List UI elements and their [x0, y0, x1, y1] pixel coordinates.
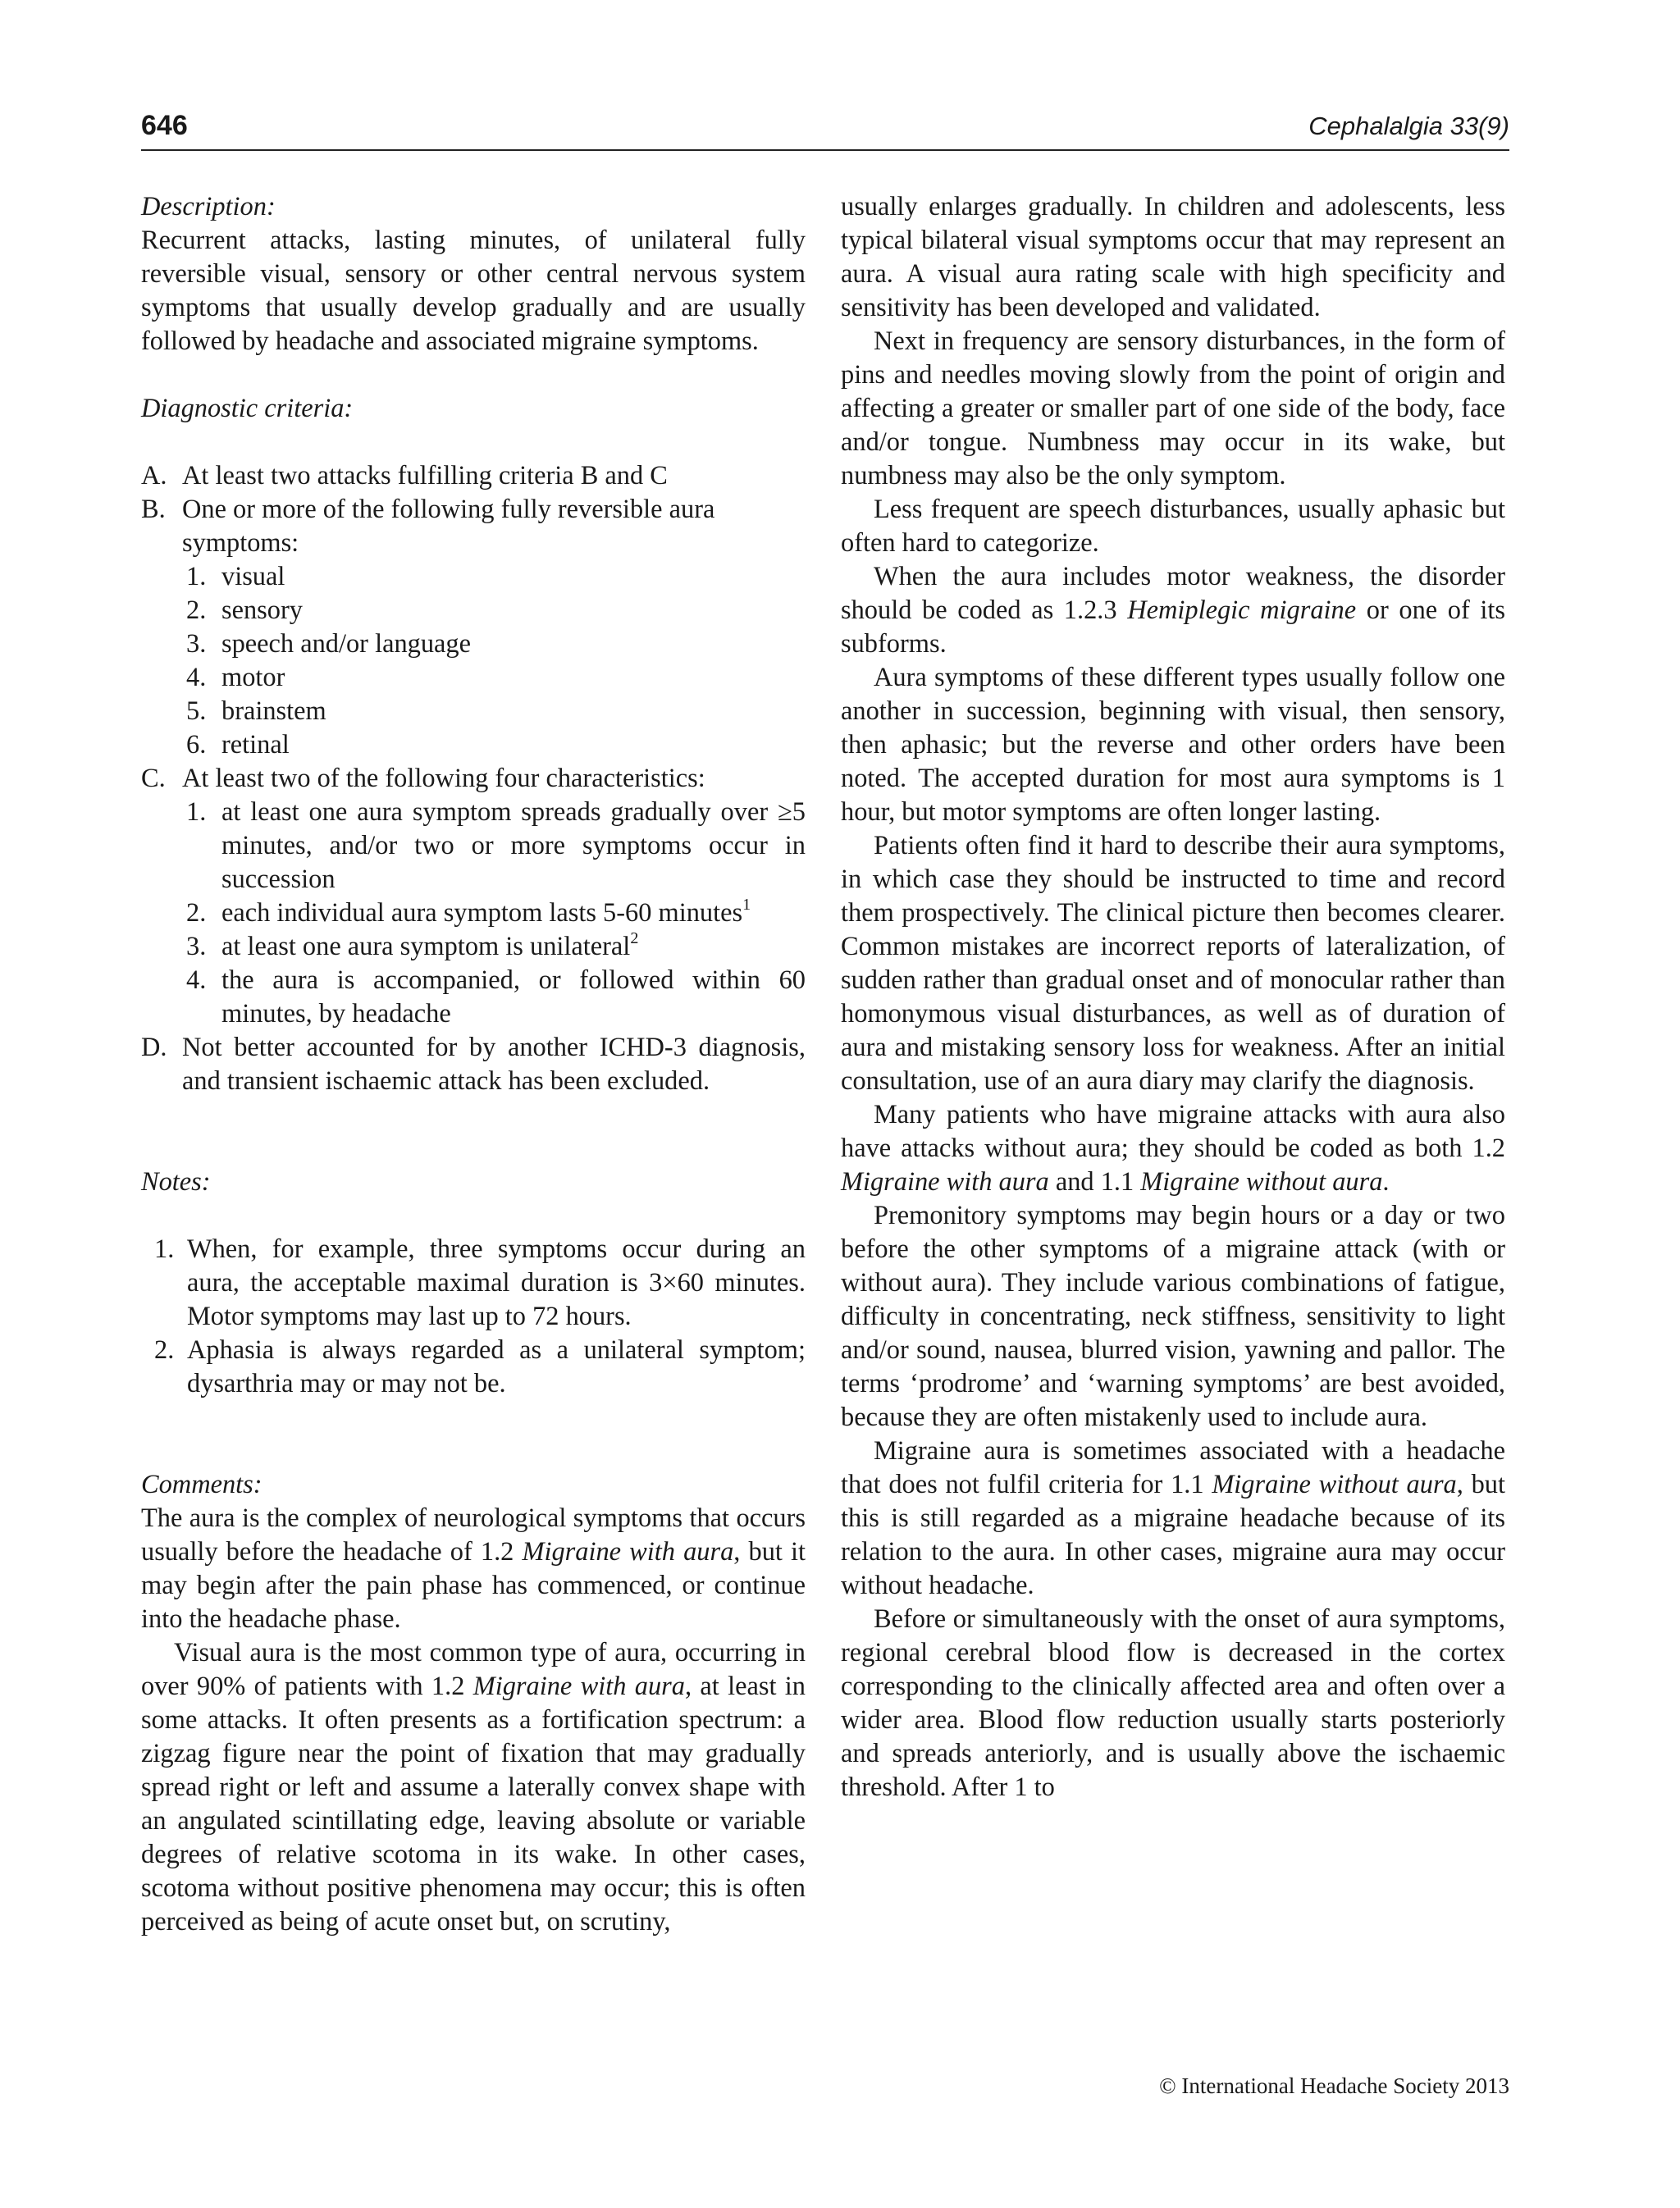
body-paragraph: Migraine aura is sometimes associated with a headache that does not fulfil criteria for 1.1 Migraine without aura, but this is still regarded as a migraine headache because of its relation to the aura. In other cases, migraine aura may occur without headache.: [841, 1436, 1505, 1600]
criterion-a: [141, 459, 806, 493]
list-item: [141, 728, 806, 762]
criterion-b-label: B.: [141, 495, 166, 524]
list-item-number: 1.: [186, 562, 207, 591]
footnote-marker: 1: [742, 895, 751, 914]
list-item-text: speech and/or language: [221, 629, 471, 659]
body-paragraph: Less frequent are speech disturbances, usually aphasic but often hard to categorize.: [841, 495, 1505, 558]
list-item-text: at least one aura symptom spreads gradually over ≥5 minutes, and/or two or more symptoms occur in succession: [221, 797, 806, 894]
list-item-text: each individual aura symptom lasts 5-60 minutes: [221, 898, 743, 928]
criterion-c-label: C.: [141, 764, 166, 793]
list-item-text: the aura is accompanied, or followed within 60 minutes, by headache: [221, 965, 806, 1029]
journal-title: Cephalalgia 33(9): [1308, 112, 1509, 140]
list-item: [141, 627, 806, 661]
list-item: [141, 964, 806, 1031]
criterion-c-text: At least two of the following four characteristics:: [182, 764, 705, 793]
description-text: Recurrent attacks, lasting minutes, of unilateral fully reversible visual, sensory or other central nervous system symptoms that usually develop gradually and are usually followed by headache and associated migraine symptoms.: [141, 226, 806, 356]
body-paragraph: When the aura includes motor weakness, the disorder should be coded as 1.2.3 Hemiplegic migraine or one of its subforms.: [841, 562, 1505, 659]
description-heading: Description:: [141, 192, 276, 221]
list-item-text: retinal: [221, 730, 290, 760]
list-item-number: 1.: [186, 797, 207, 827]
criterion-b-text: One or more of the following fully reversible aura symptoms:: [182, 495, 715, 558]
note-number: 1.: [154, 1234, 175, 1264]
note-item: [141, 1334, 806, 1401]
body-paragraph: usually enlarges gradually. In children and adolescents, less typical bilateral visual symptoms occur that may represent an aura. A visual aura rating scale with high specificity and sensitivity has been developed and validated.: [841, 192, 1505, 322]
list-item-number: 3.: [186, 629, 207, 659]
comments-heading: Comments:: [141, 1470, 262, 1499]
list-item-text: at least one aura symptom is unilateral: [221, 932, 631, 961]
note-text: Aphasia is always regarded as a unilateral symptom; dysarthria may or may not be.: [187, 1335, 806, 1398]
body-paragraph: Next in frequency are sensory disturbances, in the form of pins and needles moving slowly from the point of origin and affecting a greater or smaller part of one side of the body, face and/or tongue. Numbness may occur in its wake, but numbness may also be the only symptom.: [841, 326, 1505, 490]
body-paragraph: Premonitory symptoms may begin hours or a day or two before the other symptoms of a migraine attack (with or without aura). They include various combinations of fatigue, difficulty in concentrating, neck stiffness, sensitivity to light and/or sound, nausea, blurred vision, yawning and pallor. The terms ‘prodrome’ and ‘warning symptoms’ are best avoided, because they are often mistakenly used to include aura.: [841, 1201, 1505, 1432]
list-item: [141, 695, 806, 728]
body-paragraph: Many patients who have migraine attacks with aura also have attacks without aura; they should be coded as both 1.2 Migraine with aura and 1.1 Migraine without aura.: [841, 1100, 1505, 1197]
list-item-text: sensory: [221, 595, 303, 625]
criterion-d: [141, 1031, 806, 1098]
list-item-number: 4.: [186, 663, 207, 692]
note-number: 2.: [154, 1335, 175, 1365]
list-item: [141, 896, 806, 930]
list-item-number: 4.: [186, 965, 207, 995]
list-item-text: brainstem: [221, 696, 326, 726]
body-paragraph: Patients often find it hard to describe their aura symptoms, in which case they should be instructed to time and record them prospectively. The clinical picture then becomes clearer. Common mistakes are incorrect reports of lateralization, of sudden rather than gradual onset and of monocular rather than homonymous visual disturbances, as well as of duration of aura and mistaking sensory loss for weakness. After an initial consultation, use of an aura diary may clarify the diagnosis.: [841, 831, 1505, 1096]
list-item-text: visual: [221, 562, 285, 591]
list-item: [141, 661, 806, 695]
list-item: [141, 560, 806, 594]
list-item-number: 3.: [186, 932, 207, 961]
right-column: [841, 190, 1505, 1804]
body-paragraph: Aura symptoms of these different types usually follow one another in succession, beginning with visual, then sensory, then aphasic; but the reverse and other orders have been noted. The accepted duration for most aura symptoms is 1 hour, but motor symptoms are often longer lasting.: [841, 663, 1505, 827]
note-item: [141, 1233, 806, 1334]
list-item: [141, 796, 806, 896]
criterion-a-text: At least two attacks fulfilling criteria B and C: [182, 461, 668, 490]
page-number: 646: [141, 110, 188, 141]
list-item-number: 2.: [186, 898, 207, 928]
criteria-heading: Diagnostic criteria:: [141, 394, 354, 423]
list-item-text: motor: [221, 663, 285, 692]
criterion-d-label: D.: [141, 1033, 167, 1062]
list-item: [141, 930, 806, 964]
footnote-marker: 2: [630, 928, 639, 947]
page-header: [141, 107, 1509, 151]
comment-paragraph: The aura is the complex of neurological symptoms that occurs usually before the headache of 1.2 Migraine with aura, but it may begin after the pain phase has commenced, or continue into the headache phase.: [141, 1503, 806, 1634]
list-item: [141, 594, 806, 627]
criterion-c: [141, 762, 806, 796]
left-column: [141, 190, 806, 1939]
body-paragraph: Before or simultaneously with the onset of aura symptoms, regional cerebral blood flow is decreased in the cortex corresponding to the clinically affected area and often over a wider area. Blood flow reduction usually starts posteriorly and spreads anteriorly, and is usually above the ischaemic threshold. After 1 to: [841, 1604, 1505, 1802]
criterion-b: [141, 493, 806, 560]
copyright-footer: © International Headache Society 2013: [1159, 2073, 1509, 2098]
comment-paragraph: Visual aura is the most common type of aura, occurring in over 90% of patients with 1.2 Migraine with aura, at least in some attacks. It often presents as a fortification spectrum: a zigzag figure near the point of fixation that may gradually spread right or left and assume a laterally convex shape with an angulated scintillating edge, leaving absolute or variable degrees of relative scotoma in its wake. In other cases, scotoma without positive phenomena may occur; this is often perceived as being of acute onset but, on scrutiny,: [141, 1638, 806, 1937]
criterion-a-label: A.: [141, 461, 167, 490]
list-item-number: 2.: [186, 595, 207, 625]
list-item-number: 5.: [186, 696, 207, 726]
criterion-d-text: Not better accounted for by another ICHD-3 diagnosis, and transient ischaemic attack has been excluded.: [182, 1033, 806, 1096]
list-item-number: 6.: [186, 730, 207, 760]
note-text: When, for example, three symptoms occur during an aura, the acceptable maximal duration is 3×60 minutes. Motor symptoms may last up to 72 hours.: [187, 1234, 806, 1331]
notes-heading: Notes:: [141, 1167, 211, 1197]
